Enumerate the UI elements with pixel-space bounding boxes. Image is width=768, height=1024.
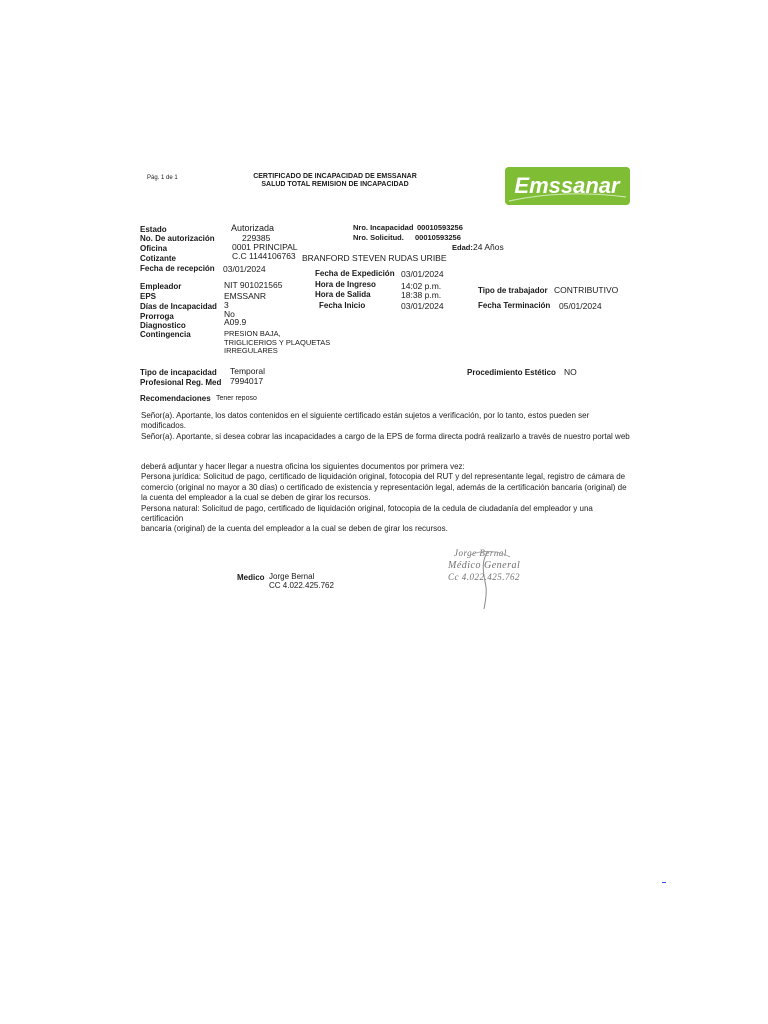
contingencia-value: PRESION BAJA, TRIGLICERIOS Y PLAQUETAS IRREGULARES xyxy=(224,329,331,356)
note-verificacion: Señor(a). Aportante, los datos contenidos en el siguiente certificado están sujetos a verificación, por lo tanto, estos pueden ser modificados. xyxy=(141,411,590,431)
eps-label: EPS xyxy=(140,292,157,301)
procedimiento-estetico-value: NO xyxy=(564,367,577,377)
stamp-line-1: Jorge Bernal xyxy=(454,548,507,558)
nro-solicitud-label: Nro. Solicitud. xyxy=(353,233,404,242)
medico-label: Medico xyxy=(237,573,265,582)
hora-salida-label: Hora de Salida xyxy=(315,290,371,299)
fecha-inicio-label: Fecha Inicio xyxy=(319,301,366,310)
oficina-label: Oficina xyxy=(140,244,168,253)
logo-text: Emssanar xyxy=(514,173,620,198)
hora-salida-value: 18:38 p.m. xyxy=(401,290,442,300)
note-portal-web: Señor(a). Aportante, si desea cobrar las incapacidades a cargo de la EPS de forma directa podrá realizarlo a través de nuestro portal web xyxy=(141,431,630,441)
recomendaciones-label: Recomendaciones xyxy=(140,394,211,403)
estado-label: Estado xyxy=(140,225,167,234)
hora-ingreso-label: Hora de Ingreso xyxy=(315,280,376,289)
profesional-reg-med-value: 7994017 xyxy=(230,376,264,386)
edad-label: Edad: xyxy=(452,243,473,252)
oficina-value: 0001 PRINCIPAL xyxy=(232,242,298,252)
notes-block xyxy=(141,411,635,442)
dias-incapacidad-label: Días de Incapacidad xyxy=(140,302,217,311)
edad-value: 24 Años xyxy=(473,242,504,252)
cotizante-label: Cotizante xyxy=(140,254,176,263)
profesional-reg-med-label: Profesional Reg. Med xyxy=(140,378,222,387)
requirement-bancaria: bancaria (original) de la cuenta del empleador a la cual se deben de girar los recursos. xyxy=(141,524,448,534)
prorroga-label: Prorroga xyxy=(140,312,174,321)
requirements-block xyxy=(141,462,635,535)
no-autorizacion-value: 229385 xyxy=(242,233,271,243)
diagnostico-label: Diagnostico xyxy=(140,321,186,330)
empleador-label: Empleador xyxy=(140,282,182,291)
signature-stroke xyxy=(440,545,560,611)
empleador-value: NIT 901021565 xyxy=(224,280,283,290)
document-title xyxy=(250,173,420,188)
stamp-line-2: Médico General xyxy=(448,560,521,571)
medico-name: Jorge Bernal xyxy=(269,572,315,581)
tipo-trabajador-value: CONTRIBUTIVO xyxy=(554,285,619,295)
nro-incapacidad-value: 00010593256 xyxy=(417,223,463,232)
nro-incapacidad-label: Nro. Incapacidad xyxy=(353,223,414,232)
medico-id: CC 4.022.425.762 xyxy=(269,581,334,590)
fecha-recepcion-label: Fecha de recepción xyxy=(140,264,215,273)
requirement-persona-juridica: Persona jurídica: Solicitud de pago, certificado de liquidación original, fotocopia del RUT y del representante legal, registro de cámara de comercio (original no mayor a 30 días) o certificado de existencia y representación legal, además de la certificación bancaria (original) de la cuenta del empleador a la cual se deben de girar los recursos. xyxy=(141,472,627,503)
tipo-incapacidad-label: Tipo de incapacidad xyxy=(140,368,217,377)
title-line-2: SALUD TOTAL REMISION DE INCAPACIDAD xyxy=(261,180,409,188)
cotizante-value: C.C 1144106763 xyxy=(232,251,296,261)
diagnostico-value: A09.9 xyxy=(224,317,247,327)
tipo-incapacidad-value: Temporal xyxy=(230,366,265,376)
dias-incapacidad-value: 3 xyxy=(224,300,229,310)
eps-value: EMSSANR xyxy=(224,291,267,301)
no-autorizacion-label: No. De autorización xyxy=(140,234,215,243)
cotizante-name: BRANFORD STEVEN RUDAS URIBE xyxy=(302,253,447,263)
fecha-terminacion-value: 05/01/2024 xyxy=(559,301,602,311)
nro-solicitud-value: 00010593256 xyxy=(415,233,461,242)
page-number: Pág. 1 de 1 xyxy=(147,175,178,181)
fecha-terminacion-label: Fecha Terminación xyxy=(478,301,551,310)
fecha-expedicion-label: Fecha de Expedición xyxy=(315,269,395,278)
estado-value: Autorizada xyxy=(231,223,275,233)
fecha-recepcion-value: 03/01/2024 xyxy=(223,264,266,274)
doctor-stamp xyxy=(440,545,560,611)
requirement-persona-natural: Persona natural: Solicitud de pago, certificado de liquidación original, fotocopia de la cedula de ciudadanía del empleador y una certificación xyxy=(141,503,593,523)
fecha-inicio-value: 03/01/2024 xyxy=(401,301,444,311)
requirement-intro: deberá adjuntar y hacer llegar a nuestra oficina los siguientes documentos por primera vez: xyxy=(141,462,465,471)
prorroga-value: No xyxy=(224,309,235,319)
emssanar-logo xyxy=(505,167,630,205)
title-line-1: CERTIFICADO DE INCAPACIDAD DE EMSSANAR xyxy=(253,173,417,180)
logo-graphic xyxy=(505,167,630,205)
procedimiento-estetico-label: Procedimiento Estético xyxy=(467,368,556,377)
fecha-expedicion-value: 03/01/2024 xyxy=(401,269,444,279)
contingencia-label: Contingencia xyxy=(140,330,191,339)
recomendaciones-value: Tener reposo xyxy=(216,395,257,402)
stray-mark xyxy=(662,882,666,883)
tipo-trabajador-label: Tipo de trabajador xyxy=(478,286,548,295)
stamp-line-3: Cc 4.022.425.762 xyxy=(448,572,520,582)
hora-ingreso-value: 14:02 p.m. xyxy=(401,281,442,291)
